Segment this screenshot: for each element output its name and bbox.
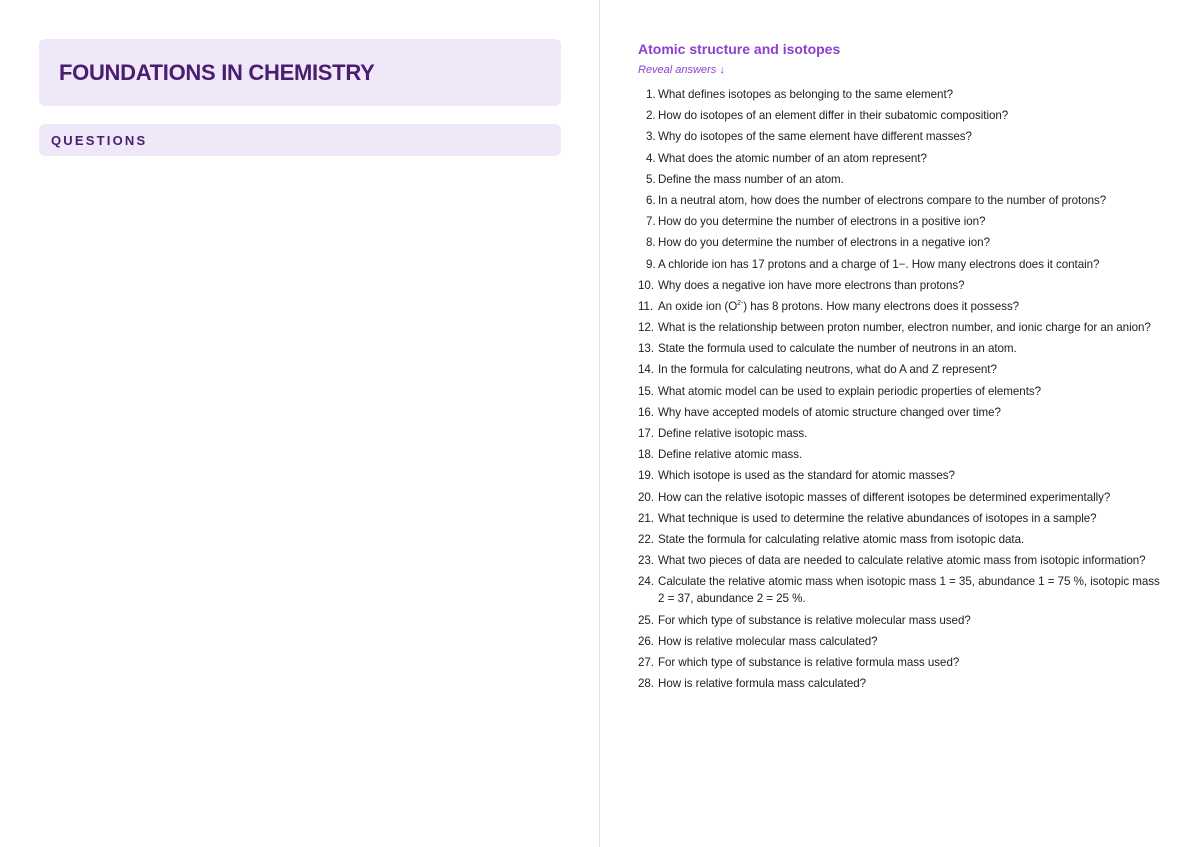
- question-number: 25.: [638, 613, 654, 627]
- question-text: How is relative formula mass calculated?: [658, 677, 867, 691]
- question-text: For which type of substance is relative formula mass used?: [658, 655, 960, 669]
- question-number: 23.: [638, 554, 654, 568]
- question-text: How do isotopes of an element differ in their subatomic composition?: [658, 109, 1009, 123]
- question-item: [638, 510, 1168, 527]
- question-number: 8.: [646, 236, 656, 250]
- question-number: 17.: [638, 427, 654, 440]
- question-number: 14.: [638, 363, 654, 377]
- question-number: 3.: [646, 130, 656, 144]
- question-text: In the formula for calculating neutrons, what do A and Z represent?: [658, 363, 997, 377]
- question-item: [638, 192, 1168, 209]
- question-text: How do you determine the number of electrons in a positive ion?: [658, 215, 986, 229]
- question-number: 6.: [646, 193, 656, 207]
- question-text: What does the atomic number of an atom represent?: [658, 151, 927, 165]
- page-title: FOUNDATIONS IN CHEMISTRY: [59, 60, 375, 85]
- question-number: 27.: [638, 655, 654, 669]
- question-number: 4.: [646, 151, 656, 165]
- questions-section-header: [39, 124, 561, 156]
- question-text: What technique is used to determine the relative abundances of isotopes in a sample?: [658, 511, 1097, 525]
- question-number: 16.: [638, 405, 654, 419]
- question-number: 21.: [638, 511, 654, 525]
- question-number: 7.: [646, 215, 656, 229]
- question-text: Define relative atomic mass.: [658, 448, 803, 462]
- question-text: How can the relative isotopic masses of different isotopes be determined experimentally?: [658, 490, 1111, 504]
- question-text: In a neutral atom, how does the number of electrons compare to the number of protons?: [658, 193, 1107, 207]
- question-number: 10.: [638, 278, 654, 292]
- question-item: [638, 86, 1168, 103]
- question-item: [638, 633, 1168, 650]
- question-number: 22.: [638, 532, 654, 546]
- question-text: Why have accepted models of atomic structure changed over time?: [658, 405, 1001, 419]
- charge-superscript: 2-: [737, 300, 744, 308]
- question-item: [638, 573, 1168, 607]
- question-item: [638, 612, 1168, 629]
- question-number: 2.: [646, 109, 656, 123]
- question-item: [638, 425, 1168, 442]
- question-item: [638, 654, 1168, 671]
- question-item: [638, 234, 1168, 251]
- question-item: [638, 489, 1168, 506]
- question-item: [638, 256, 1168, 273]
- question-number: 12.: [638, 321, 654, 335]
- question-item: [638, 107, 1168, 124]
- question-text: What two pieces of data are needed to calculate relative atomic mass from isotopic information?: [658, 554, 1146, 568]
- question-number: 9.: [646, 257, 656, 271]
- title-banner: [39, 39, 561, 106]
- right-page: [600, 0, 1200, 847]
- question-item: [638, 404, 1168, 421]
- question-item: [638, 319, 1168, 336]
- question-text: [658, 300, 1019, 313]
- question-item: [638, 361, 1168, 378]
- question-text: Why do isotopes of the same element have different masses?: [658, 130, 972, 144]
- question-item: [638, 383, 1168, 400]
- question-number: 24.: [638, 575, 654, 589]
- question-number: 28.: [638, 677, 654, 691]
- question-number: 18.: [638, 448, 654, 462]
- question-number: 1.: [646, 88, 656, 101]
- question-item: [638, 150, 1168, 167]
- question-item: [638, 531, 1168, 548]
- question-text: State the formula used to calculate the number of neutrons in an atom.: [658, 342, 1017, 356]
- question-item: [638, 340, 1168, 357]
- question-item: [638, 213, 1168, 230]
- question-text-after: ) has 8 protons. How many electrons does it possess?: [743, 299, 1020, 313]
- questions-label: QUESTIONS: [51, 133, 148, 148]
- question-list: [638, 86, 1168, 696]
- question-item: [638, 552, 1168, 569]
- question-number: 26.: [638, 634, 654, 648]
- question-text: How is relative molecular mass calculated?: [658, 634, 878, 648]
- question-item: [638, 298, 1168, 315]
- question-number: 19.: [638, 469, 654, 483]
- question-number: 15.: [638, 384, 654, 398]
- question-text: For which type of substance is relative molecular mass used?: [658, 613, 971, 627]
- question-item: [638, 675, 1168, 692]
- question-text: Define the mass number of an atom.: [658, 172, 844, 186]
- question-item: [638, 467, 1168, 484]
- question-item: [638, 277, 1168, 294]
- question-text: How do you determine the number of electrons in a negative ion?: [658, 236, 990, 250]
- question-item: [638, 171, 1168, 188]
- question-text: Calculate the relative atomic mass when isotopic mass 1 = 35, abundance 1 = 75 %, isotopic mass 2 = 37, abundance 2 = 25 %.: [658, 575, 1160, 606]
- question-number: 20.: [638, 490, 654, 504]
- question-item: [638, 128, 1168, 145]
- question-text: What is the relationship between proton number, electron number, and ionic charge for an anion?: [658, 321, 1151, 335]
- section-title: Atomic structure and isotopes: [638, 41, 841, 57]
- reveal-answers-link[interactable]: Reveal answers ↓: [638, 64, 725, 76]
- question-text: A chloride ion has 17 protons and a charge of 1−. How many electrons does it contain?: [658, 257, 1100, 271]
- question-text: Define relative isotopic mass.: [658, 427, 808, 440]
- question-text: What defines isotopes as belonging to the same element?: [658, 88, 954, 101]
- question-text: State the formula for calculating relative atomic mass from isotopic data.: [658, 532, 1025, 546]
- question-number: 11.: [638, 299, 654, 313]
- question-number: 13.: [638, 342, 654, 356]
- question-number: 5.: [646, 172, 656, 186]
- left-page: [0, 0, 599, 847]
- question-text: What atomic model can be used to explain periodic properties of elements?: [658, 384, 1042, 398]
- question-item: [638, 446, 1168, 463]
- question-text-before: An oxide ion (O: [658, 299, 738, 313]
- question-text: Which isotope is used as the standard for atomic masses?: [658, 469, 955, 483]
- question-text: Why does a negative ion have more electrons than protons?: [658, 278, 965, 292]
